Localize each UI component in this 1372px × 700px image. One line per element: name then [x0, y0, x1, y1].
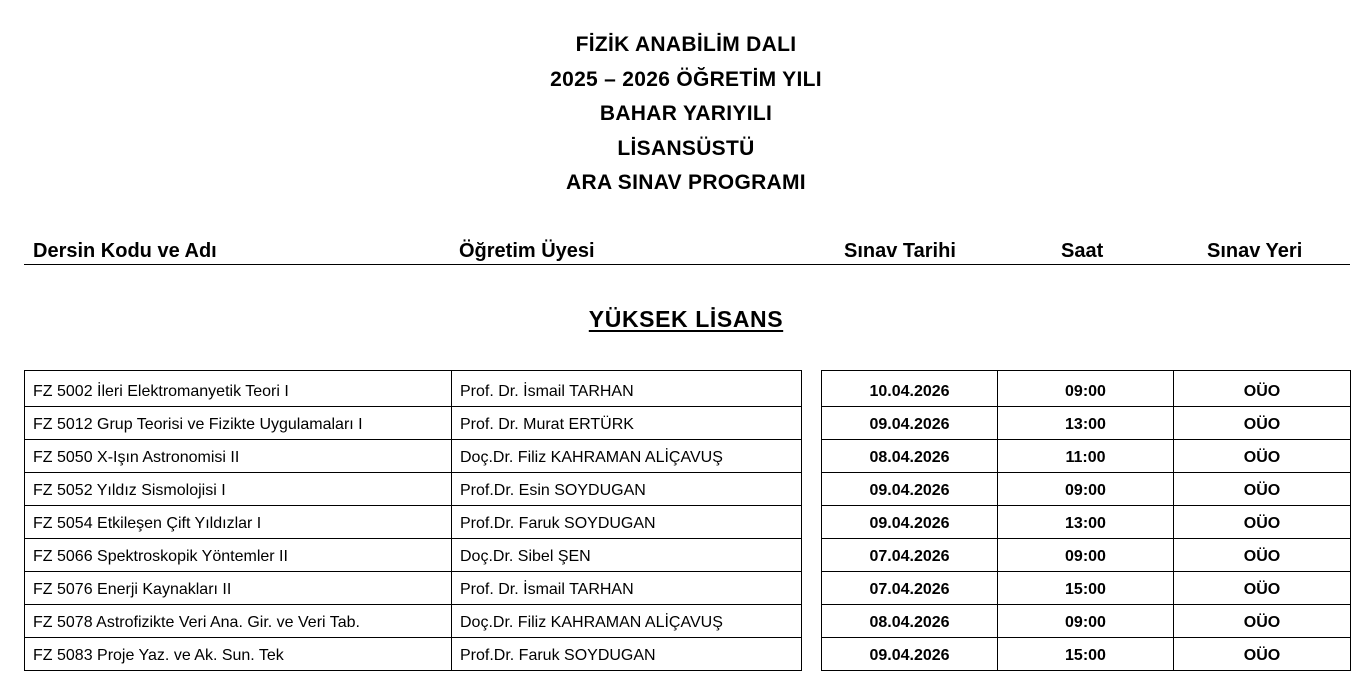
title-academic-year: 2025 – 2026 ÖĞRETİM YILI: [550, 67, 822, 91]
table-row: [822, 473, 1351, 506]
document-title: [0, 28, 1372, 201]
date-cell: 07.04.2026: [822, 539, 998, 572]
time-cell: 09:00: [998, 605, 1174, 638]
date-cell: 10.04.2026: [822, 371, 998, 407]
instructor-cell: Prof. Dr. İsmail TARHAN: [452, 371, 802, 407]
header-divider: [24, 264, 1350, 265]
time-cell: 15:00: [998, 572, 1174, 605]
place-cell: OÜO: [1174, 407, 1351, 440]
title-semester: BAHAR YARIYILI: [599, 102, 773, 125]
place-cell: OÜO: [1174, 506, 1351, 539]
time-cell: 09:00: [998, 371, 1174, 407]
title-level: LİSANSÜSTÜ: [617, 136, 755, 160]
column-header-instructor: Öğretim Üyesi: [459, 240, 595, 262]
instructor-cell: Prof.Dr. Faruk SOYDUGAN: [452, 638, 802, 671]
instructor-cell: Prof.Dr. Faruk SOYDUGAN: [452, 506, 802, 539]
place-cell: OÜO: [1174, 473, 1351, 506]
time-cell: 15:00: [998, 638, 1174, 671]
date-cell: 09.04.2026: [822, 506, 998, 539]
date-cell: 08.04.2026: [822, 440, 998, 473]
instructor-cell: Doç.Dr. Sibel ŞEN: [452, 539, 802, 572]
table-row: [25, 371, 802, 407]
table-row: [822, 572, 1351, 605]
course-cell: FZ 5050 X-Işın Astronomisi II: [25, 440, 452, 473]
time-cell: 11:00: [998, 440, 1174, 473]
title-department: FİZİK ANABİLİM DALI: [575, 33, 797, 56]
table-row: [25, 440, 802, 473]
table-row: [25, 506, 802, 539]
table-row: [822, 605, 1351, 638]
section-title-text: YÜKSEK LİSANS: [588, 306, 784, 332]
place-cell: OÜO: [1174, 440, 1351, 473]
title-program: ARA SINAV PROGRAMI: [566, 171, 806, 194]
time-cell: 09:00: [998, 473, 1174, 506]
table-row: [25, 539, 802, 572]
table-row: [25, 407, 802, 440]
table-row: [822, 638, 1351, 671]
table-row: [822, 371, 1351, 407]
column-header-time: Saat: [1061, 240, 1104, 262]
course-cell: FZ 5066 Spektroskopik Yöntemler II: [25, 539, 452, 572]
instructor-cell: Prof. Dr. İsmail TARHAN: [452, 572, 802, 605]
course-cell: FZ 5012 Grup Teorisi ve Fizikte Uygulamaları I: [25, 407, 452, 440]
course-cell: FZ 5052 Yıldız Sismolojisi I: [25, 473, 452, 506]
course-cell: FZ 5078 Astrofizikte Veri Ana. Gir. ve Veri Tab.: [25, 605, 452, 638]
place-cell: OÜO: [1174, 572, 1351, 605]
table-row: [25, 605, 802, 638]
table-row: [25, 638, 802, 671]
place-cell: OÜO: [1174, 539, 1351, 572]
instructor-cell: Doç.Dr. Filiz KAHRAMAN ALİÇAVUŞ: [452, 440, 802, 473]
time-cell: 13:00: [998, 407, 1174, 440]
table-row: [822, 440, 1351, 473]
course-table: [24, 370, 802, 671]
place-cell: OÜO: [1174, 605, 1351, 638]
table-row: [25, 572, 802, 605]
table-row: [822, 407, 1351, 440]
instructor-cell: Doç.Dr. Filiz KAHRAMAN ALİÇAVUŞ: [452, 605, 802, 638]
time-cell: 13:00: [998, 506, 1174, 539]
time-cell: 09:00: [998, 539, 1174, 572]
date-cell: 09.04.2026: [822, 407, 998, 440]
exam-table: [821, 370, 1351, 671]
column-header-date: Sınav Tarihi: [844, 240, 956, 262]
instructor-cell: Prof. Dr. Murat ERTÜRK: [452, 407, 802, 440]
section-title: [0, 303, 1372, 335]
course-cell: FZ 5076 Enerji Kaynakları II: [25, 572, 452, 605]
date-cell: 07.04.2026: [822, 572, 998, 605]
course-cell: FZ 5083 Proje Yaz. ve Ak. Sun. Tek: [25, 638, 452, 671]
instructor-cell: Prof.Dr. Esin SOYDUGAN: [452, 473, 802, 506]
course-cell: FZ 5002 İleri Elektromanyetik Teori I: [25, 371, 452, 407]
date-cell: 08.04.2026: [822, 605, 998, 638]
date-cell: 09.04.2026: [822, 638, 998, 671]
table-row: [25, 473, 802, 506]
course-cell: FZ 5054 Etkileşen Çift Yıldızlar I: [25, 506, 452, 539]
place-cell: OÜO: [1174, 371, 1351, 407]
table-row: [822, 539, 1351, 572]
column-header-course: Dersin Kodu ve Adı: [33, 240, 217, 262]
table-row: [822, 506, 1351, 539]
place-cell: OÜO: [1174, 638, 1351, 671]
column-header-place: Sınav Yeri: [1207, 240, 1303, 262]
date-cell: 09.04.2026: [822, 473, 998, 506]
